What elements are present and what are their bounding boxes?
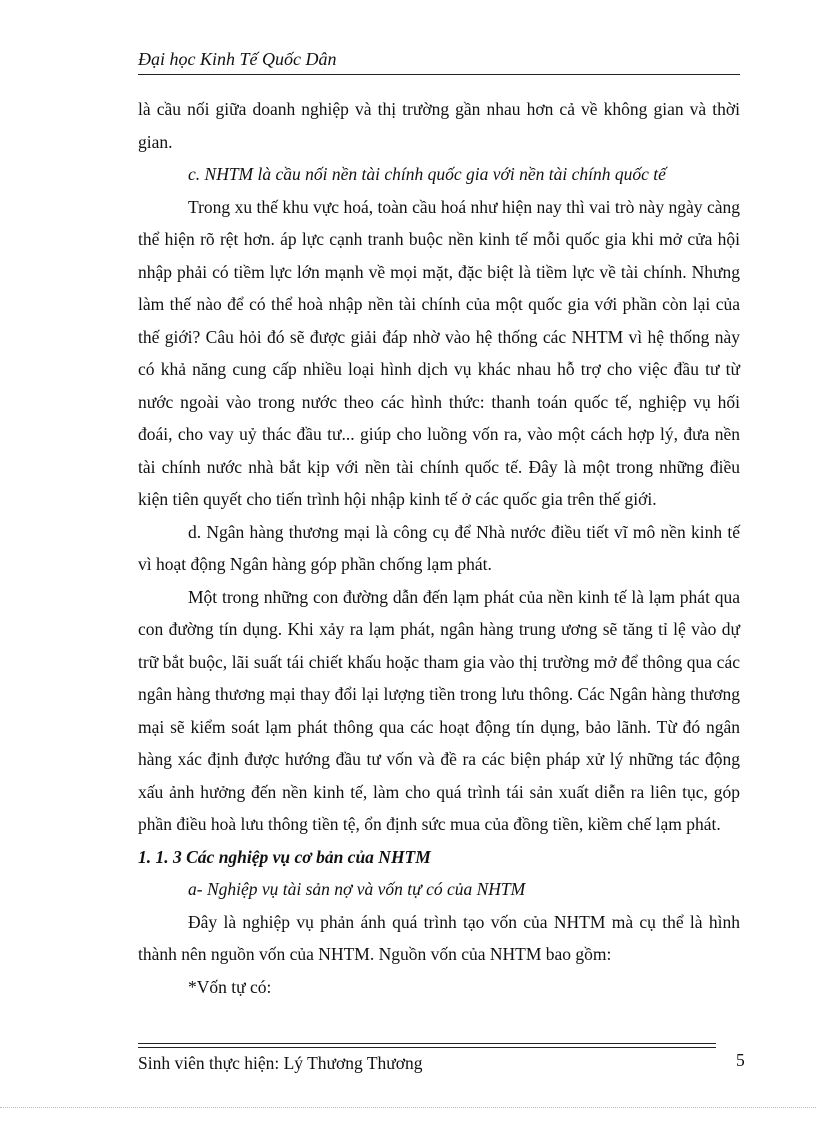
footer-rule-bottom bbox=[138, 1047, 716, 1048]
subheading-c: c. NHTM là cầu nối nền tài chính quốc gia với nền tài chính quốc tế bbox=[188, 164, 666, 184]
page-edge-divider bbox=[0, 1107, 816, 1108]
document-body bbox=[138, 93, 740, 1003]
paragraph-continuation: là cầu nối giữa doanh nghiệp và thị trường gần nhau hơn cả về không gian và thời gian. bbox=[138, 99, 740, 152]
footer-rule-top bbox=[138, 1043, 716, 1044]
paragraph-own-capital: *Vốn tự có: bbox=[188, 976, 272, 997]
subheading-a: a- Nghiệp vụ tài sản nợ và vốn tự có của NHTM bbox=[188, 879, 526, 899]
section-heading: 1. 1. 3 Các nghiệp vụ cơ bản của NHTM bbox=[138, 846, 431, 867]
paragraph-inflation: Một trong những con đường dẫn đến lạm phát của nền kinh tế là lạm phát qua con đường tín dụng. Khi xảy ra lạm phát, ngân hàng trung ương sẽ tăng tỉ lệ vào dự trữ bắt buộc, lãi suất tái chiết khấu hoặc tham gia vào thị trường mở để thông qua các ngân hàng thương mại thay đổi lại lượng tiền trong lưu thông. Các Ngân hàng thương mại sẽ kiểm soát lạm phát thông qua các hoạt động tín dụng, bảo lãnh. Từ đó ngân hàng xác định được hướng đầu tư vốn và đề ra các biện pháp xử lý những tác động xấu ảnh hưởng đến nền kinh tế, làm cho quá trình tái sản xuất diễn ra liên tục, góp phần điều hoà lưu thông tiền tệ, ổn định sức mua của đồng tiền, kiềm chế lạm phát. bbox=[138, 586, 740, 834]
paragraph-capital: Đây là nghiệp vụ phản ánh quá trình tạo vốn của NHTM mà cụ thể là hình thành nên nguồn vốn của NHTM. Nguồn vốn của NHTM bao gồm: bbox=[138, 911, 740, 964]
subheading-d: d. Ngân hàng thương mại là công cụ để Nhà nước điều tiết vĩ mô nền kinh tế vì hoạt động Ngân hàng góp phần chống lạm phát. bbox=[138, 521, 740, 574]
header-title: Đại học Kinh Tế Quốc Dân bbox=[138, 49, 337, 69]
page-number: 5 bbox=[736, 1050, 745, 1070]
paragraph-globalization: Trong xu thế khu vực hoá, toàn cầu hoá như hiện nay thì vai trò này ngày càng thể hiện rõ rệt hơn. áp lực cạnh tranh buộc nền kinh tế mỗi quốc gia khi mở cửa hội nhập phải có tiềm lực lớn mạnh về mọi mặt, đặc biệt là tiềm lực về tài chính. Nhưng làm thế nào để có thể hoà nhập nền tài chính của một quốc gia với phần còn lại của thế giới? Câu hỏi đó sẽ được giải đáp nhờ vào hệ thống các NHTM vì hệ thống này có khả năng cung cấp nhiều loại hình dịch vụ khác nhau hỗ trợ cho việc đầu tư từ nước ngoài vào trong nước theo các hình thức: thanh toán quốc tế, nghiệp vụ hối đoái, cho vay uỷ thác đầu tư... giúp cho luồng vốn ra, vào một cách hợp lý, đưa nền tài chính nước nhà bắt kịp với nền tài chính quốc tế. Đây là một trong những điều kiện tiên quyết cho tiến trình hội nhập kinh tế ở các quốc gia trên thế giới. bbox=[138, 196, 740, 509]
page-header bbox=[138, 46, 740, 75]
footer-student: Sinh viên thực hiện: Lý Thương Thương bbox=[138, 1053, 423, 1073]
